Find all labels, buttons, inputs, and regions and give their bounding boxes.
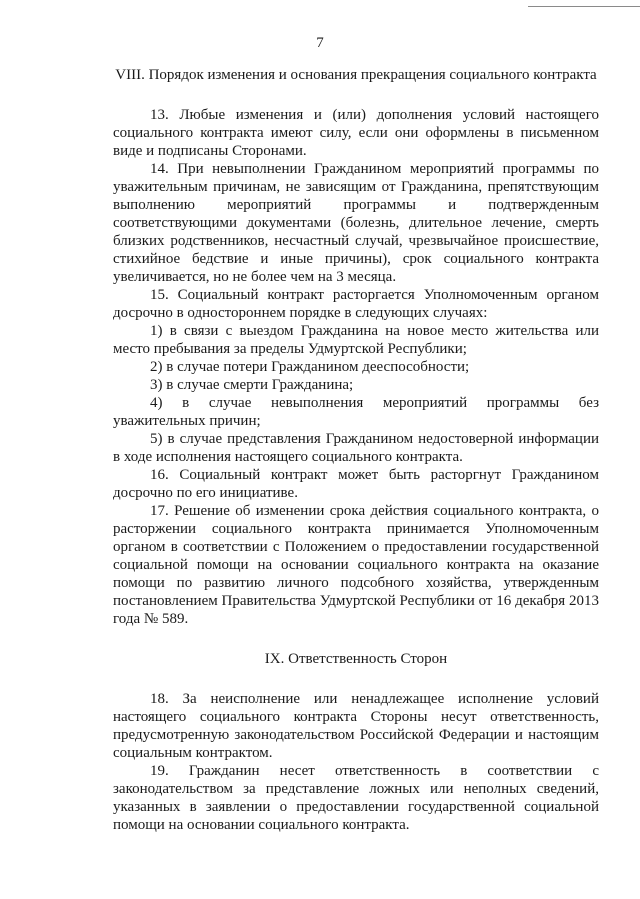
clause-18: 18. За неисполнение или ненадлежащее исполнение условий настоящего социального контракта Стороны несут ответственность, предусмотренную законодательством Российской Федерации и настоящим социальным контрактом. [113,691,599,761]
clause-13: 13. Любые изменения и (или) дополнения условий настоящего социального контракта имеют силу, если они оформлены в письменном виде и подписаны Сторонами. [113,107,599,159]
section-heading-viii: VIII. Порядок изменения и основания прекращения социального контракта [115,67,597,83]
clause-15-item-3: 3) в случае смерти Гражданина; [150,377,354,393]
page-number: 7 [316,35,324,51]
clause-16: 16. Социальный контракт может быть расторгнут Гражданином досрочно по его инициативе. [113,467,599,501]
clause-15-item-5: 5) в случае представления Гражданином недостоверной информации в ходе исполнения настоящего социального контракта. [113,431,599,465]
clause-15-item-1: 1) в связи с выездом Гражданина на новое место жительства или место пребывания за пределы Удмуртской Республики; [113,323,599,357]
top-rule [528,6,640,7]
clause-17: 17. Решение об изменении срока действия социального контракта, о расторжении социального контракта принимается Уполномоченным органом в соответствии с Положением о предоставлении государственной социальной помощи на основании социального контракта на оказание помощи по развитию личного подсобного хозяйства, утвержденным постановлением Правительства Удмуртской Республики от 16 декабря 2013 года № 589. [113,503,599,627]
clause-15: 15. Социальный контракт расторгается Уполномоченным органом досрочно в одностороннем порядке в следующих случаях: [113,287,599,321]
section-heading-ix: IX. Ответственность Сторон [264,651,448,667]
clause-15-item-2: 2) в случае потери Гражданином дееспособности; [150,359,470,375]
document-body [113,66,599,834]
clause-14: 14. При невыполнении Гражданином мероприятий программы по уважительным причинам, не зависящим от Гражданина, препятствующим выполнению мероприятий программы и подтвержденным соответствующими документами (болезнь, длительное лечение, смерть близких родственников, несчастный случай, чрезвычайное происшествие, стихийное бедствие и иные причины), срок социального контракта увеличивается, но не более чем на 3 месяца. [113,161,599,285]
clause-15-item-4: 4) в случае невыполнения мероприятий программы без уважительных причин; [113,395,599,429]
clause-19: 19. Гражданин несет ответственность в соответствии с законодательством за представление ложных или неполных сведений, указанных в заявлении о предоставлении государственной социальной помощи на основании социального контракта. [113,763,599,833]
